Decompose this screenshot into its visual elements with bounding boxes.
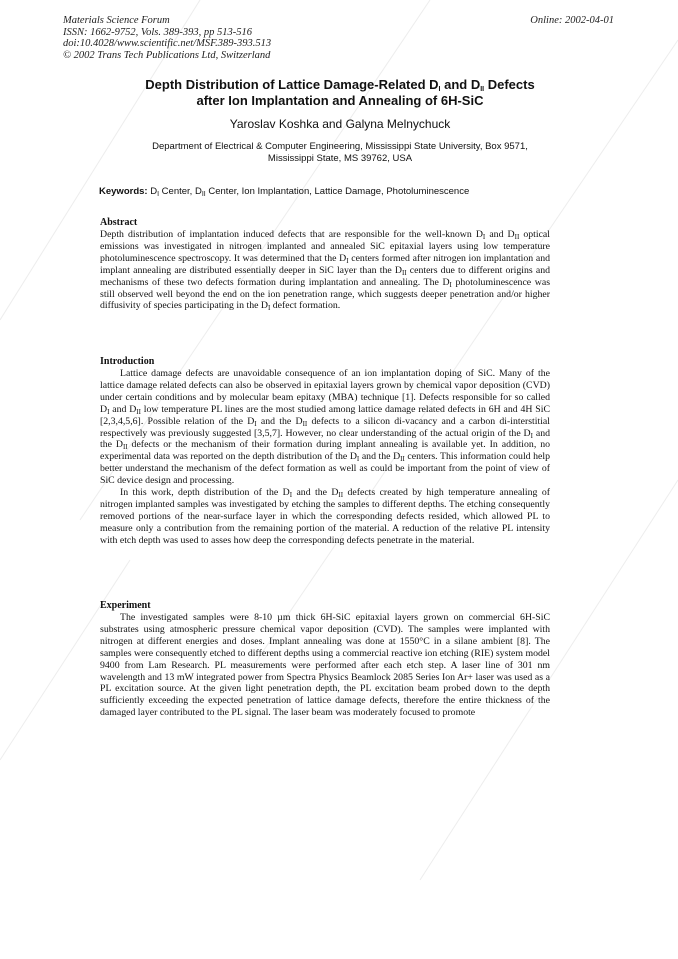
paper-title: Depth Distribution of Lattice Damage-Related $D_I$ and $D_{II}$ Defects after Ion Implantation and Annealing of 6H-SiC (145, 77, 535, 108)
introduction-paragraph-2: In this work, depth distribution of the $D_I$ and the $D_{II}$ defects created by high temperature annealing of nitrogen implanted samples was investigated by etching the samples to different depths. The etching consequently removed portions of the near-surface layer in which the corresponding defects resided, which allowed PL to measure only a contribution from the remaining portion of the material. A reduction of the relative PL intensity with etch depth was used to asses how deep the corresponding defects penetrate in the material. (100, 487, 550, 546)
journal-name: Materials Science Forum (63, 15, 170, 26)
affiliation: Department of Electrical & Computer Engineering, Mississippi State University, Box 9571, Mississippi State, MS 39762, USA (152, 141, 528, 164)
experiment-section (100, 600, 550, 719)
experiment-text: The investigated samples were 8-10 µm thick 6H-SiC epitaxial layers grown on commercial 6H-SiC substrates using atmospheric pressure chemical vapor deposition (CVD). The samples were implanted with nitrogen at different energies and doses. Implant annealing was done at 1550°C in a silane ambient [8]. The samples were consequently etched to different depths using a commercial reactive ion etching (RIE) system model 9400 from Lam Research. PL measurements were performed after each etch step. A laser line of 301 nm wavelength and 13 mW integrated power from Spectra Physics Beamlock 2085 Series Ion Ar+ laser was used as a PL excitation source. At the given light penetration depth, the PL excitation beam probed down to the depth sufficiently exceeding the expected penetration of lattice damage defects, therefore the entire thickness of the damaged layer contributed to the PL signal. The laser beam was moderately focused to promote (100, 612, 550, 719)
abstract-text: Depth distribution of implantation induced defects that are responsible for the well-known $D_I$ and $D_{II}$ optical emissions was investigated in nitrogen implanted and annealed SiC epitaxial layers using low temperature photoluminescence spectroscopy. It was determined that the $D_I$ centers formed after nitrogen ion implantation and implant annealing are distributed essentially deeper in SiC layer than the $D_{II}$ centers due to different origins and mechanisms of these two defects formation during implantation and annealing. The $D_I$ photoluminescence was still observed well beyond the end on the ion penetration range, which suggests deeper penetration and/or higher diffusivity of species participating in the $D_I$ defect formation. (100, 229, 551, 313)
introduction-heading: Introduction (100, 356, 155, 367)
keywords-label: Keywords: (99, 186, 148, 197)
keywords (99, 186, 619, 197)
doi-line: doi:10.4028/www.scientific.net/MSF.389-393.513 (63, 38, 272, 49)
journal-header (63, 15, 271, 61)
online-date: Online: 2002-04-01 (530, 15, 614, 26)
paper-title-line2: after Ion Implantation and Annealing of 6H-SiC (196, 93, 484, 108)
experiment-heading: Experiment (100, 600, 151, 611)
introduction-section (100, 356, 550, 547)
introduction-paragraph-1: Lattice damage defects are unavoidable consequence of an ion implantation doping of SiC. Many of the lattice damage related defects can also be observed in epitaxial layers grown by chemical vapor deposition (CVD) under certain conditions and by molecular beam epitaxy (MBA) technique [1]. Defects responsible for so called $D_I$ and $D_{II}$ low temperature PL lines are the most studied among lattice damage related defects in 6H and 4H SiC [2,3,4,5,6]. Possible relation of the $D_I$ and the $D_{II}$ defects to a silicon di-vacancy and a carbon di-interstitial respectively was previously suggested [3,5,7]. However, no clear understanding of the actual origin of the $D_I$ and the $D_{II}$ defects or the mechanism of their formation during implant annealing is available yet. In addition, no experimental data was reported on the depth distribution of the $D_I$ and the $D_{II}$ centers. This information could help better understand the mechanism of the defect formation as well as could be important from the point of view of SiC device design and processing. (100, 368, 550, 487)
abstract-heading: Abstract (100, 217, 138, 228)
copyright-line: © 2002 Trans Tech Publications Ltd, Switzerland (63, 49, 271, 61)
abstract-section (100, 217, 550, 312)
issn-line: ISSN: 1662-9752, Vols. 389-393, pp 513-516 (63, 26, 252, 38)
keywords-text: $D_I$ Center, $D_{II}$ Center, Ion Implantation, Lattice Damage, Photoluminescence (150, 186, 470, 198)
authors: Yaroslav Koshka and Galyna Melnychuck (229, 117, 451, 131)
